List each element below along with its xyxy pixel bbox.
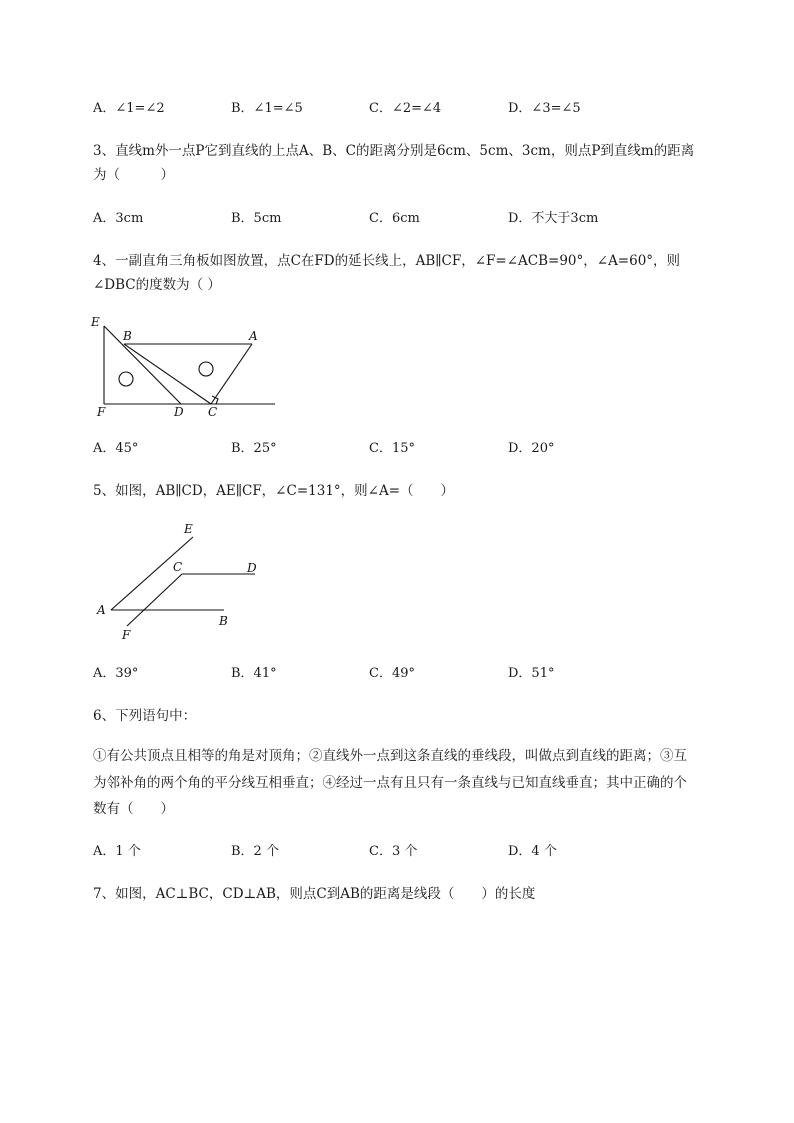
- q3-stem-line2: 为（ ）: [93, 167, 174, 183]
- q4-circle-hole-right: [199, 362, 213, 376]
- q5-option-b: B．41°: [231, 666, 277, 681]
- q4-label-e: E: [91, 315, 100, 329]
- q3-option-d: D．不大于3cm: [508, 211, 599, 226]
- q5-label-d: D: [247, 561, 257, 575]
- q5-stem: 5、如图，AB∥CD，AE∥CF，∠C=131°，则∠A=（ ）: [93, 483, 455, 499]
- q6-option-c: C．3 个: [369, 844, 418, 859]
- q4-figure: [85, 310, 285, 425]
- q4-line-ac: [211, 344, 252, 404]
- q4-line-bc: [124, 344, 211, 404]
- q6-stem: 6、下列语句中：: [93, 708, 197, 724]
- q6-option-b: B．2 个: [231, 844, 279, 859]
- q4-stem-line2: ∠DBC的度数为（ ）: [93, 277, 221, 293]
- q4-label-b: B: [123, 329, 132, 343]
- q5-label-a: A: [97, 603, 106, 617]
- q4-stem-line1: 4、一副直角三角板如图放置，点C在FD的延长线上，AB∥CF，∠F=∠ACB=90°，∠A=60°，则: [93, 253, 681, 269]
- q5-label-c: C: [173, 560, 183, 574]
- q4-option-c: C．15°: [369, 441, 415, 456]
- q6-body-line2: 为邻补角的两个角的平分线互相垂直；④经过一点有且只有一条直线与已知直线垂直；其中正确的个: [93, 775, 687, 791]
- q4-label-f: F: [97, 405, 106, 419]
- q2-option-c: C．∠2=∠4: [369, 101, 442, 116]
- q4-label-c: C: [208, 405, 218, 419]
- q5-option-a: A．39°: [93, 666, 139, 681]
- q6-option-d: D．4 个: [508, 844, 557, 859]
- q5-line-cf: [127, 574, 182, 626]
- q4-right-angle-mark: [212, 396, 218, 404]
- q4-option-a: A．45°: [93, 441, 139, 456]
- q5-label-b: B: [219, 614, 228, 628]
- q5-figure: [85, 515, 275, 650]
- q4-circle-hole-left: [119, 372, 133, 386]
- q6-option-a: A．1 个: [93, 844, 141, 859]
- q2-option-d: D．∠3=∠5: [508, 101, 581, 116]
- q4-label-a: A: [249, 329, 258, 343]
- q7-stem: 7、如图，AC⊥BC，CD⊥AB，则点C到AB的距离是线段（ ）的长度: [93, 886, 536, 902]
- q3-option-a: A．3cm: [93, 211, 144, 226]
- q4-option-d: D．20°: [508, 441, 555, 456]
- q5-label-f: F: [122, 628, 131, 642]
- q4-label-d: D: [174, 405, 184, 419]
- q4-option-b: B．25°: [231, 441, 277, 456]
- q3-option-c: C．6cm: [369, 211, 420, 226]
- q5-option-c: C．49°: [369, 666, 415, 681]
- q5-label-e: E: [184, 522, 193, 536]
- q5-option-d: D．51°: [508, 666, 555, 681]
- q6-body-line1: ①有公共顶点且相等的角是对顶角；②直线外一点到这条直线的垂线段，叫做点到直线的距离；③互: [93, 748, 687, 764]
- q2-option-a: A．∠1=∠2: [93, 101, 165, 116]
- q6-body-line3: 数有（ ）: [93, 801, 174, 817]
- q3-option-b: B．5cm: [231, 211, 282, 226]
- q2-option-b: B．∠1=∠5: [231, 101, 303, 116]
- q4-line-ed: [104, 326, 181, 404]
- q3-stem-line1: 3、直线m外一点P它到直线的上点A、B、C的距离分别是6cm、5cm、3cm，则点P到直线m的距离: [93, 143, 695, 159]
